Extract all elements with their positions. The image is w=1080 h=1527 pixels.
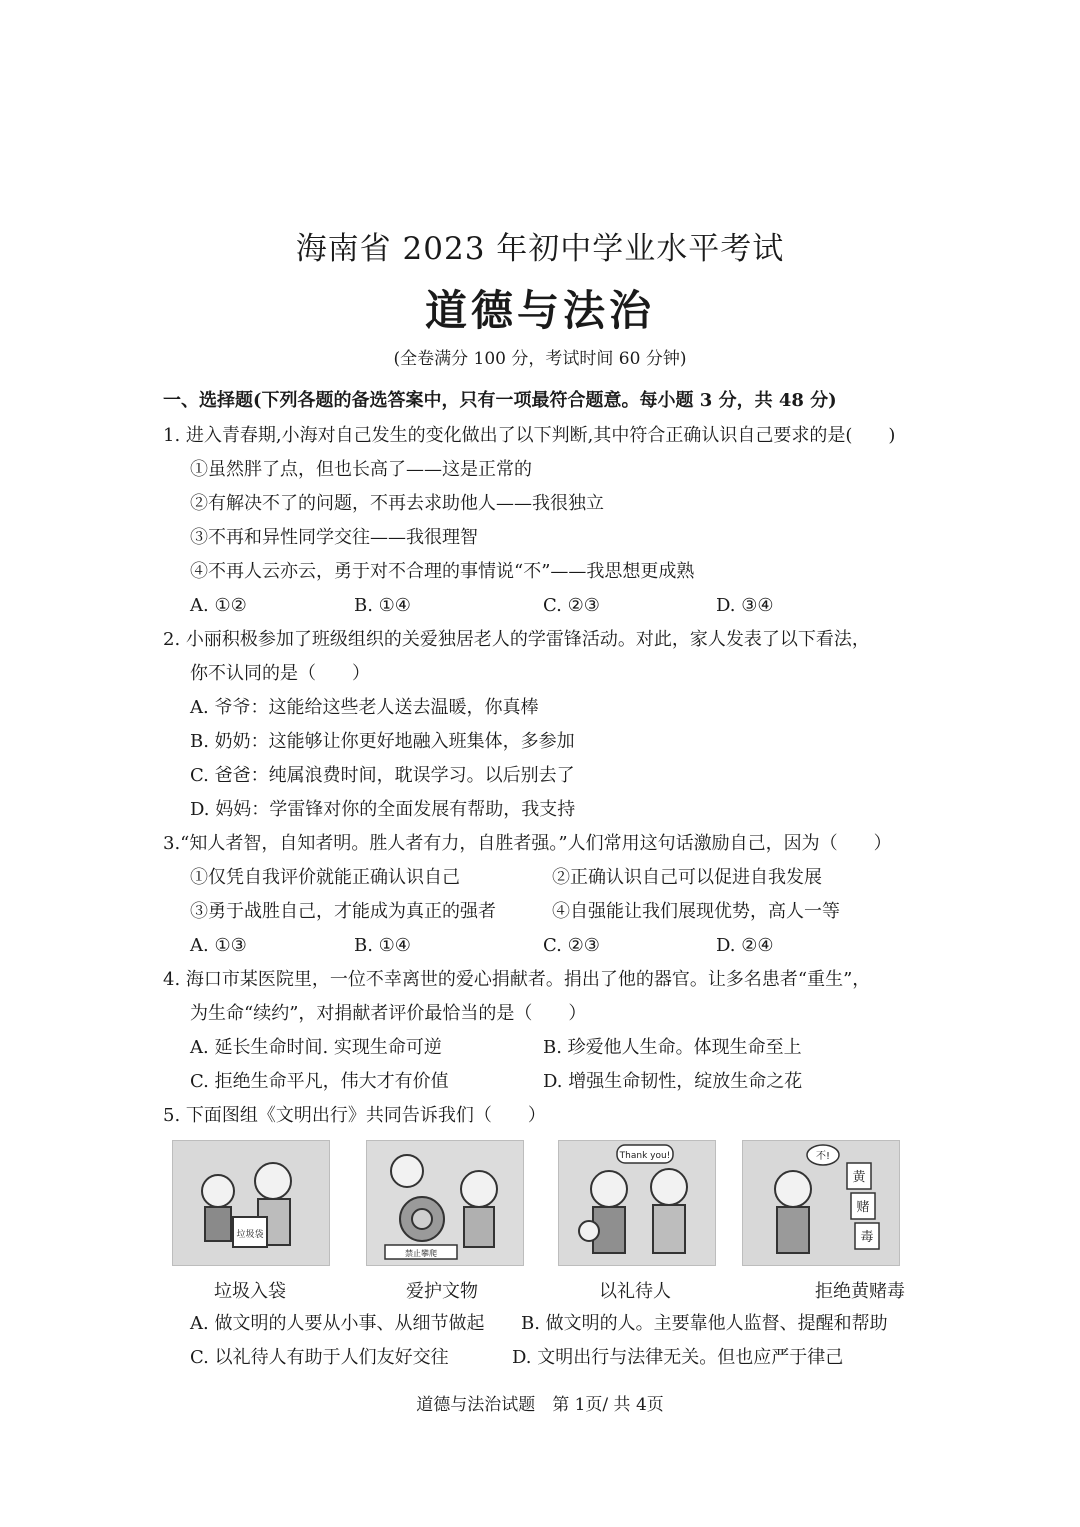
cartoon-caption-2: 爱护文物 [406,1281,478,1302]
cartoon-reject-vices [742,1140,900,1266]
question-4-option-c: C. 拒绝生命平凡，伟大才有价值 [190,1071,449,1092]
question-3-option-c: C. ②③ [543,935,600,956]
cartoon-trash-illustration [173,1141,329,1265]
question-1-option-a: A. ①② [190,595,247,616]
cartoon-vices-board-2: 赌 [856,1200,870,1215]
question-4-option-d: D. 增强生命韧性，绽放生命之花 [543,1071,803,1092]
cartoon-caption-1: 垃圾入袋 [214,1281,286,1302]
page-footer: 道德与法治试题 第 1页/ 共 4页 [416,1395,664,1415]
question-5-option-d: D. 文明出行与法律无关。但也应严于律己 [512,1347,844,1368]
exam-title: 海南省 2023 年初中学业水平考试 [295,231,785,267]
question-5-option-c: C. 以礼待人有助于人们友好交往 [190,1347,449,1368]
question-3-option-a: A. ①③ [190,935,247,956]
cartoon-trash-sign: 垃圾袋 [236,1230,264,1240]
question-1-item: ③不再和异性同学交往——我很理智 [190,527,478,548]
cartoon-courtesy [558,1140,716,1266]
cartoon-relics-illustration [367,1141,523,1265]
section-heading: 一、选择题(下列各题的备选答案中，只有一项最符合题意。每小题 3 分，共 48 分) [163,390,837,411]
question-1-stem: 1. 进入青春期,小海对自己发生的变化做出了以下判断,其中符合正确认识自己要求的是( ) [163,425,896,446]
exam-info: (全卷满分 100 分，考试时间 60 分钟) [393,349,687,369]
question-4-option-b: B. 珍爱他人生命。体现生命至上 [543,1037,802,1058]
cartoon-vices-board-1: 黄 [852,1170,866,1185]
question-1-option-c: C. ②③ [543,595,600,616]
cartoon-caption-4: 拒绝黄赌毒 [815,1281,905,1302]
question-2-stem: 2. 小丽积极参加了班级组织的关爱独居老人的学雷锋活动。对此，家人发表了以下看法， [163,629,870,650]
question-5-option-a: A. 做文明的人要从小事、从细节做起 [190,1313,485,1334]
cartoon-vices-speech: 不! [815,1151,831,1162]
question-3-option-b: B. ①④ [354,935,411,956]
question-1-item: ①虽然胖了点，但也长高了——这是正常的 [190,459,532,480]
subject-title: 道德与法治 [424,286,655,335]
question-5-stem: 5. 下面图组《文明出行》共同告诉我们（ ） [163,1105,546,1126]
cartoon-courtesy-illustration [559,1141,715,1265]
question-1-item: ②有解决不了的问题，不再去求助他人——我很独立 [190,493,604,514]
cartoon-vices-board-3: 毒 [860,1230,874,1245]
cartoon-protect-relics [366,1140,524,1266]
question-3-stem: 3.“知人者智，自知者明。胜人者有力，自胜者强。”人们常用这句话激励自己，因为（ ） [163,833,892,854]
question-1-option-d: D. ③④ [716,595,774,616]
question-3-item: ③勇于战胜自己，才能成为真正的强者 [190,901,496,922]
question-2-option-b: B. 奶奶：这能够让你更好地融入班集体，多参加 [190,731,575,752]
question-3-item: ①仅凭自我评价就能正确认识自己 [190,867,460,888]
question-3-item: ④自强能让我们展现优势，高人一等 [552,901,840,922]
question-3-item: ②正确认识自己可以促进自我发展 [552,867,822,888]
question-2-option-d: D. 妈妈：学雷锋对你的全面发展有帮助，我支持 [190,799,576,820]
question-4-stem-cont: 为生命“续约”，对捐献者评价最恰当的是（ ） [190,1003,587,1024]
cartoon-vices-illustration [743,1141,899,1265]
question-1-option-b: B. ①④ [354,595,411,616]
question-4-option-a: A. 延长生命时间. 实现生命可逆 [190,1037,442,1058]
question-2-stem-cont: 你不认同的是（ ） [190,663,370,684]
question-2-option-c: C. 爸爸：纯属浪费时间，耽误学习。以后别去了 [190,765,575,786]
cartoon-courtesy-speech: Thank you! [619,1151,671,1161]
question-3-option-d: D. ②④ [716,935,774,956]
question-2-option-a: A. 爷爷：这能给这些老人送去温暖，你真棒 [190,697,539,718]
question-4-stem: 4. 海口市某医院里，一位不幸离世的爱心捐献者。捐出了他的器官。让多名患者“重生”， [163,969,871,990]
cartoon-relics-sign: 禁止攀爬 [405,1249,437,1258]
question-1-item: ④不再人云亦云，勇于对不合理的事情说“不”——我思想更成熟 [190,561,695,582]
cartoon-trash-into-bag [172,1140,330,1266]
cartoon-caption-3: 以礼待人 [599,1281,671,1302]
question-5-option-b: B. 做文明的人。主要靠他人监督、提醒和帮助 [521,1313,888,1334]
